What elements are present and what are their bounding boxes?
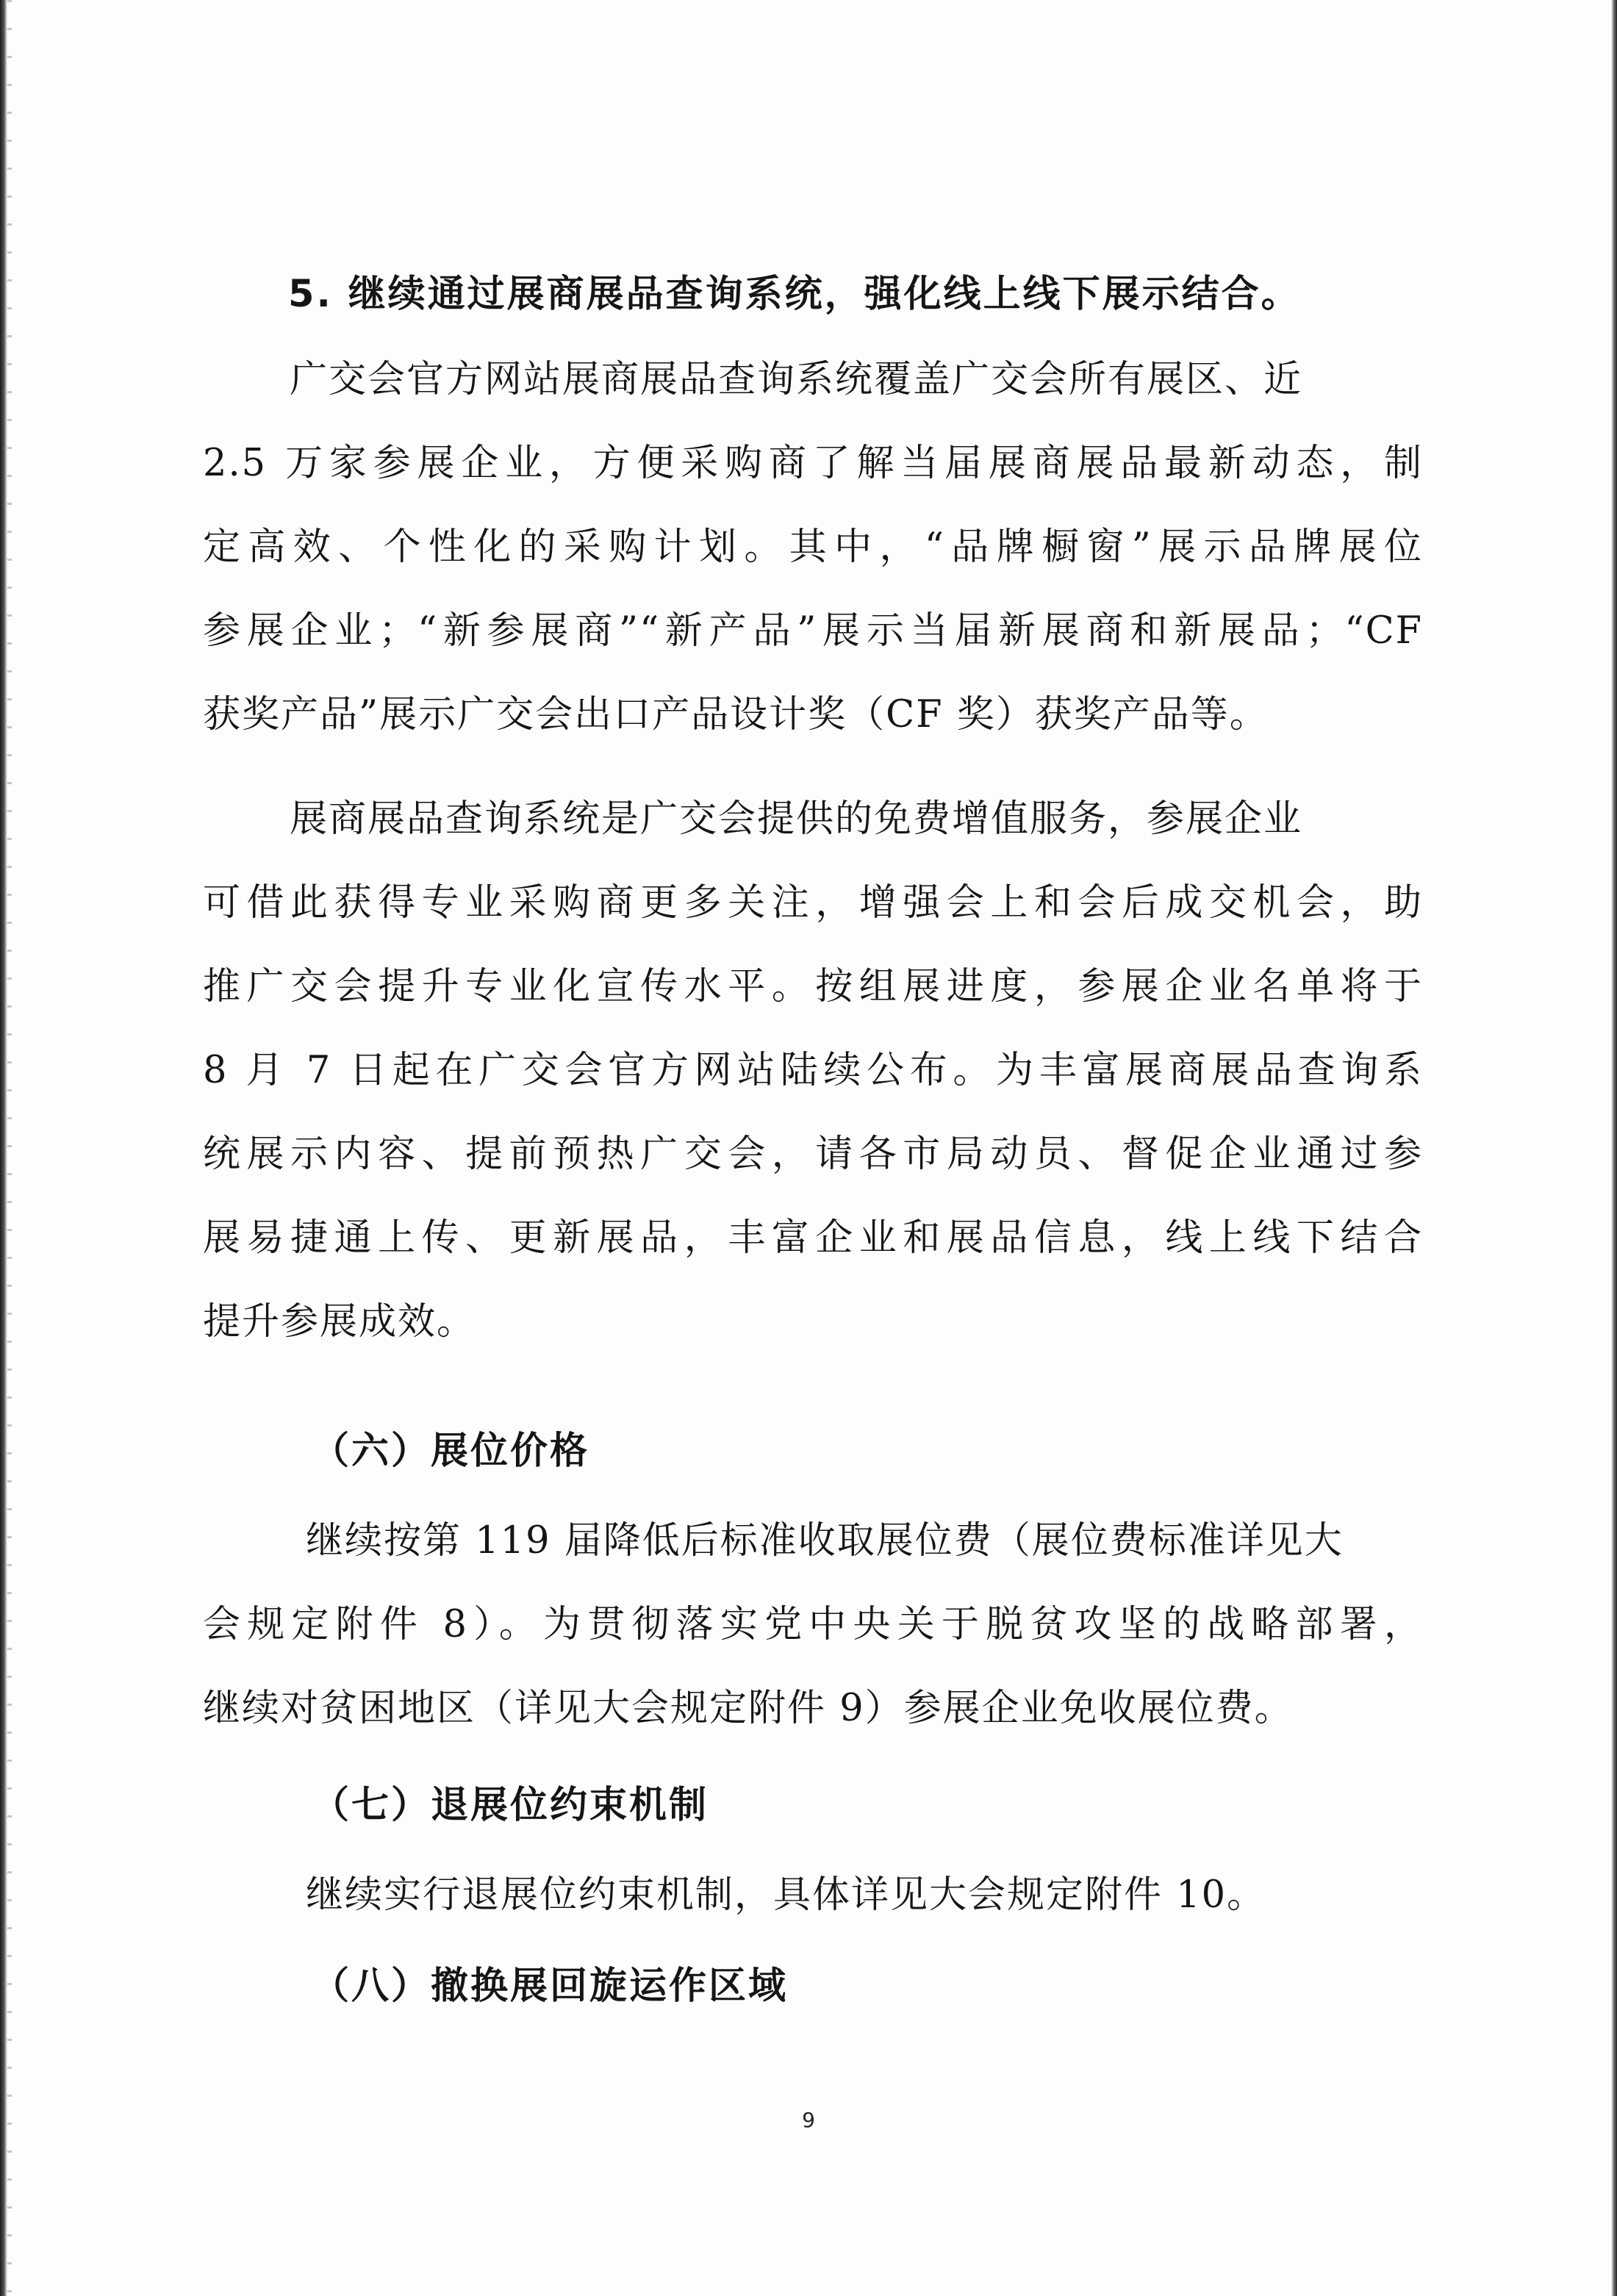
- paragraph-line: 继续实行退展位约束机制，具体详见大会规定附件 10。: [306, 1873, 1266, 1917]
- page-number: 9: [802, 2108, 815, 2132]
- paragraph-line: 定高效、个性化的采购计划。其中，“品牌橱窗”展示品牌展位: [203, 525, 1423, 569]
- paragraph-line: 展易捷通上传、更新展品，丰富企业和展品信息，线上线下结合: [203, 1216, 1423, 1260]
- section-heading-eight: （八）撤换展回旋运作区域: [312, 1965, 789, 2008]
- scan-edge-left: [0, 0, 7, 2296]
- section-heading-5: 5. 继续通过展商展品查询系统，强化线上线下展示结合。: [288, 273, 1301, 316]
- paragraph-line: 推广交会提升专业化宣传水平。按组展进度，参展企业名单将于: [203, 965, 1423, 1008]
- paragraph-line: 提升参展成效。: [203, 1300, 476, 1343]
- section-heading-seven: （七）退展位约束机制: [312, 1784, 709, 1827]
- paragraph-line: 8 月 7 日起在广交会官方网站陆续公布。为丰富展商展品查询系: [203, 1049, 1423, 1092]
- paragraph-line: 获奖产品”展示广交会出口产品设计奖（CF 奖）获奖产品等。: [203, 693, 1269, 736]
- paragraph-line: 2.5 万家参展企业，方便采购商了解当届展商展品最新动态，制: [203, 442, 1423, 485]
- paragraph-line: 继续按第 119 届降低后标准收取展位费（展位费标准详见大: [306, 1519, 1344, 1563]
- paragraph-line: 广交会官方网站展商展品查询系统覆盖广交会所有展区、近: [290, 358, 1303, 401]
- paragraph-line: 会规定附件 8）。为贯彻落实党中央关于脱贫攻坚的战略部署，: [203, 1603, 1423, 1646]
- binding-marks: [7, 0, 12, 2296]
- paragraph-line: 统展示内容、提前预热广交会，请各市局动员、督促企业通过参: [203, 1133, 1423, 1176]
- paragraph-line: 可借此获得专业采购商更多关注，增强会上和会后成交机会，助: [203, 881, 1423, 925]
- paragraph-line: 参展企业；“新参展商”“新产品”展示当届新展商和新展品；“CF: [203, 609, 1423, 653]
- section-heading-six: （六）展位价格: [312, 1429, 590, 1473]
- scan-edge-right: [1611, 0, 1617, 2296]
- paragraph-line: 继续对贫困地区（详见大会规定附件 9）参展企业免收展位费。: [203, 1687, 1294, 1730]
- paragraph-line: 展商展品查询系统是广交会提供的免费增值服务，参展企业: [290, 797, 1303, 841]
